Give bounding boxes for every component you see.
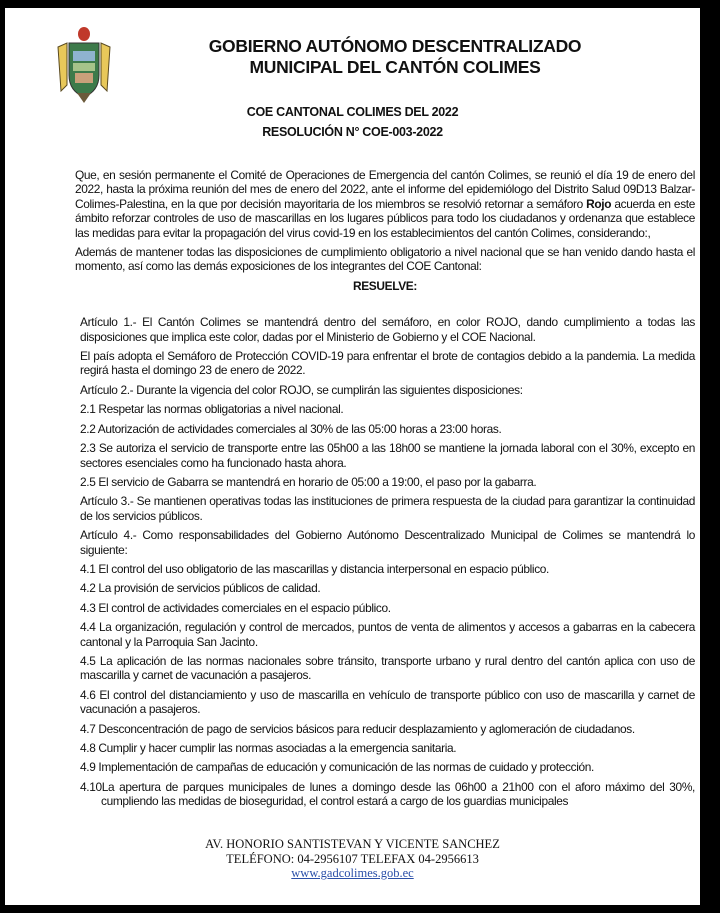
article-item: Artículo 1.- El Cantón Colimes se mantendrá dentro del semáforo, en color ROJO, dando cumplimiento a todas las disposiciones que implica este color, dadas por el Ministerio de Gobierno y el COE Nacional. (80, 315, 695, 344)
article-item: 2.5 El servicio de Gabarra se mantendrá en horario de 05:00 a 19:00, el paso por la gabarra. (80, 474, 537, 489)
articles-list (75, 315, 695, 808)
article-item: 4.2 La provisión de servicios públicos de calidad. (80, 581, 321, 596)
institution-title (125, 36, 665, 78)
footer-phone: TELÉFONO: 04-2956107 TELEFAX 04-2956613 (226, 851, 479, 866)
resolution-number: RESOLUCIÓN N° COE-003-2022 (262, 125, 443, 139)
footer-address: AV. HONORIO SANTISTEVAN Y VICENTE SANCHEZ (205, 837, 500, 851)
article-item: 4.9 Implementación de campañas de educación y comunicación de las normas de cuidado y protección. (80, 760, 595, 775)
intro-paragraph-2: Además de mantener todas las disposiciones de cumplimiento obligatorio a nivel nacional que se han venido dando hasta el momento, así como las demás exposiciones de los integrantes del COE Cantonal: (75, 245, 695, 274)
article-item: 2.2 Autorización de actividades comerciales al 30% de las 05:00 horas a 23:00 horas. (80, 421, 502, 436)
article-item: Artículo 4.- Como responsabilidades del Gobierno Autónomo Descentralizado Municipal de Colimes se mantendrá lo siguiente: (80, 528, 695, 557)
intro-text: Que, en sesión permanente el Comité de Operaciones de Emergencia del cantón Colimes, se reunió el día 19 de enero del 2022, hasta la próxima reunión del mes de enero del 2022, ante el informe del epidemiólogo del Distrito Salud 09D13 Balzar-Colimes-Palestina, en la que por decisión mayoritaria de los miembros se resolvió retornar a semáforo (75, 168, 695, 211)
coe-title: COE CANTONAL COLIMES DEL 2022 (246, 105, 459, 119)
document-body (75, 168, 695, 814)
article-item: 4.3 El control de actividades comerciales en el espacio público. (80, 600, 391, 615)
article-item: 4.7 Desconcentración de pago de servicios básicos para reducir desplazamiento y aglomeración de ciudadanos. (80, 721, 635, 736)
coat-of-arms-seal (53, 25, 115, 105)
title-line-2: MUNICIPAL DEL CANTÓN COLIMES (249, 57, 541, 77)
document-page (5, 8, 700, 905)
title-line-1: GOBIERNO AUTÓNOMO DESCENTRALIZADO (208, 36, 582, 56)
article-item: Artículo 3.- Se mantienen operativas todas las instituciones de primera respuesta de la ciudad para garantizar la continuidad de los servicios públicos. (80, 494, 695, 523)
article-item: 2.1 Respetar las normas obligatorias a nivel nacional. (80, 402, 344, 417)
footer-website-link[interactable]: www.gadcolimes.gob.ec (291, 866, 414, 880)
intro-bold: Rojo (586, 196, 612, 211)
article-item: Artículo 2.- Durante la vigencia del color ROJO, se cumplirán las siguientes disposiciones: (80, 382, 523, 397)
article-item: 4.10La apertura de parques municipales de lunes a domingo desde las 06h00 a 21h00 con el aforo máximo del 30%, cumpliendo las medidas de bioseguridad, el control estará a cargo de los guardias municipales (80, 779, 695, 809)
intro-paragraph (75, 168, 695, 240)
article-item: El país adopta el Semáforo de Protección COVID-19 para enfrentar el brote de contagios debido a la pandemia. La medida regirá hasta el domingo 23 de enero de 2022. (80, 349, 695, 378)
article-item: 4.5 La aplicación de las normas nacionales sobre tránsito, transporte urbano y rural dentro del cantón aplica con uso de mascarilla y carnet de vacunación a pasajeros. (80, 653, 695, 683)
article-item: 4.4 La organización, regulación y control de mercados, puntos de venta de alimentos y accesos a gabarras en la cabecera cantonal y la Parroquia San Jacinto. (80, 620, 695, 649)
article-item: 2.3 Se autoriza el servicio de transporte entre las 05h00 a las 18h00 se mantiene la jornada laboral con el 30%, excepto en sectores esenciales como ha funcionado hasta ahora. (80, 441, 695, 470)
article-item: 4.6 El control del distanciamiento y uso de mascarilla en vehículo de transporte público con uso de mascarilla y carnet de vacunación a pasajeros. (80, 687, 695, 717)
footer (5, 837, 700, 881)
article-item: 4.1 El control del uso obligatorio de las mascarillas y distancia interpersonal en espacio público. (80, 561, 550, 576)
article-item: 4.8 Cumplir y hacer cumplir las normas asociadas a la emergencia sanitaria. (80, 741, 457, 755)
resuelve-heading: RESUELVE: (352, 278, 418, 293)
intro-text-end: acuerda en este ámbito reforzar controles de uso de mascarillas en los lugares públicos para todo los ciudadanos y ordenanza que establece las medidas para evitar la propagación del virus covid-19 en los establecimientos del cantón Colimes, considerando:, (75, 196, 696, 240)
